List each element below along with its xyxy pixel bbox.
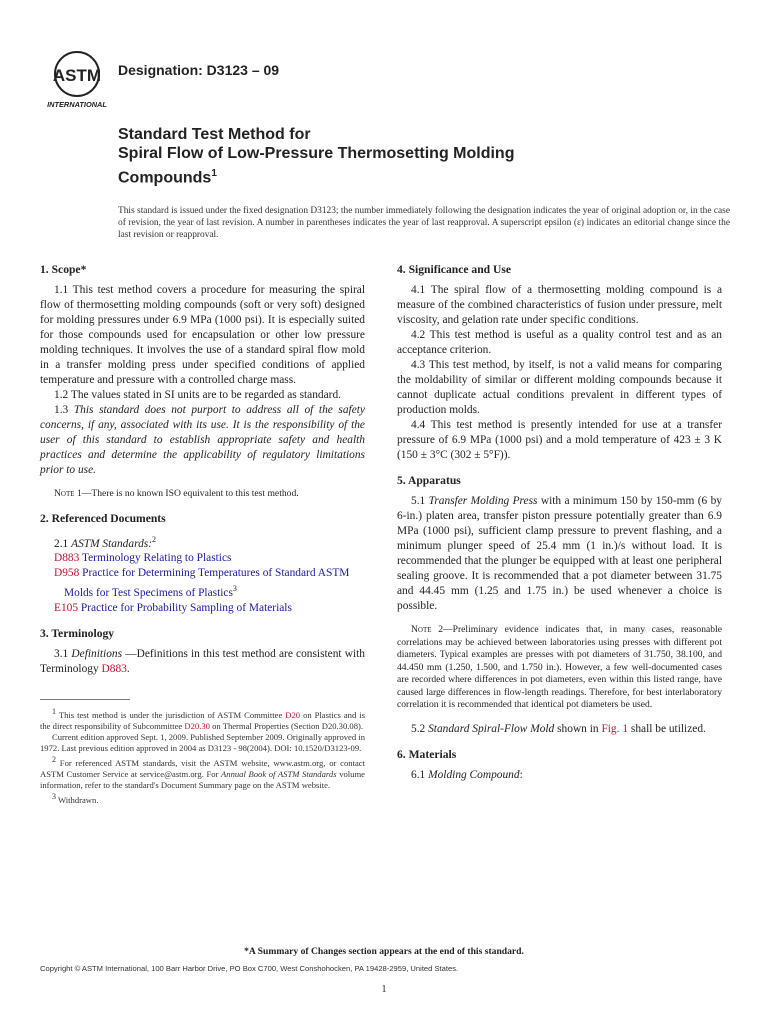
scope-1-3-num: 1.3 bbox=[54, 404, 69, 416]
significance-4-4: 4.4 This test method is presently intended for use at a transfer pressure of 6.9 MPa (1000 psi) and a mold temperature of 423 ± 3 K (150 ± 3°C (302 ± 5°F)). bbox=[397, 419, 722, 461]
reference-title[interactable]: Practice for Probability Sampling of Materials bbox=[80, 602, 292, 615]
footnote-1: $^1$ This test method is under the jurisdiction of ASTM Committee D20 on Plastics and is the direct responsibility of Subcommittee D20.30 on Thermal Properties (Section D20.30.08). bbox=[40, 707, 365, 731]
reference-link-d958[interactable]: D958 bbox=[54, 567, 80, 580]
reference-list bbox=[40, 551, 365, 616]
terminology-num: 3.1 bbox=[54, 648, 69, 661]
apparatus-5-2 bbox=[397, 722, 722, 737]
footnote-3-text: Withdrawn. bbox=[58, 794, 99, 805]
footnote-2-italic: Annual Book of ASTM Standards bbox=[221, 768, 337, 779]
scope-1-3 bbox=[40, 403, 365, 478]
summary-of-changes-note: *A Summary of Changes section appears at the end of this standard. bbox=[244, 946, 524, 957]
apparatus-5-2-pre: shown in bbox=[557, 722, 599, 735]
title-footnote-mark: 1 bbox=[211, 168, 217, 179]
title-line-3-text: Compounds bbox=[118, 169, 212, 187]
reference-title[interactable]: Terminology Relating to Plastics bbox=[81, 552, 232, 565]
footnote-1-mid: on Plastics and is the direct responsibility of Subcommittee bbox=[40, 709, 365, 731]
reference-mark: 3 bbox=[232, 584, 237, 594]
title-line-3 bbox=[118, 164, 718, 188]
scope-1-1: 1.1 This test method covers a procedure for measuring the spiral flow of thermosetting molding compounds (soft or very soft) designed for molding pressures under 6.9 MPa (1000 psi). It is especially suited for those compounds used for encapsulation or other low pressure molding techniques. It involves the use of a standard spiral flow mold in a transfer molding press under specified conditions of applied temperature and pressure with a controlled charge mass. bbox=[40, 284, 365, 386]
right-column bbox=[397, 262, 722, 783]
terminology-term: Definitions bbox=[71, 648, 123, 661]
apparatus-5-1-num: 5.1 bbox=[411, 495, 426, 507]
footnote-rule bbox=[40, 699, 130, 700]
note-1-text: 1—There is no known ISO equivalent to this test method. bbox=[76, 488, 299, 499]
footnote-link-d20[interactable]: D20 bbox=[285, 709, 301, 720]
footnote-2-post: volume information, refer to the standard's Document Summary page on the ASTM website. bbox=[40, 768, 365, 790]
referenced-2-1-label: ASTM Standards: bbox=[71, 537, 153, 550]
referenced-2-1-mark: 2 bbox=[152, 534, 157, 544]
note-2 bbox=[397, 624, 722, 712]
footnote-3: $^3$ Withdrawn. bbox=[52, 791, 99, 805]
terminology-text: —Definitions in this test method are consistent with Terminology bbox=[40, 648, 365, 676]
terminology-3-1 bbox=[40, 647, 365, 677]
significance-4-2: 4.2 This test method is useful as a quality control test and as an acceptance criterion. bbox=[397, 329, 722, 356]
apparatus-5-1-text: with a minimum 150 by 150-mm (6 by 6-in.) platen area, transfer piston pressure potentially greater than 6.9 MPa (1000 psi), sufficient clamp pressure to prevent flashing, and a minimum plunger speed of 25.4 mm (1 in.)/s without load. It is recommended that the plunger be equipped with at least one peripheral sealing groove. It is recommended that a pot diameter between 31.75 and 44.45 mm (1.25 and 1.75 in.) be used whenever a choice is possible. bbox=[397, 495, 722, 612]
terminology-end: . bbox=[126, 663, 130, 676]
terminology-heading: 3. Terminology bbox=[40, 627, 115, 641]
scope-1-3-text: This standard does not purport to address all of the safety concerns, if any, associated with its use. It is the responsibility of the user of this standard to establish appropriate safety and health practices and determine the applicability of regulatory limitations prior to use. bbox=[40, 404, 365, 476]
reference-link-d883[interactable]: D883 bbox=[54, 552, 80, 565]
referenced-2-1-num: 2.1 bbox=[54, 537, 69, 550]
footnote-link-d20-30[interactable]: D20.30 bbox=[184, 720, 210, 731]
materials-heading: 6. Materials bbox=[397, 747, 457, 761]
apparatus-heading: 5. Apparatus bbox=[397, 474, 461, 487]
reference-title[interactable]: Practice for Determining Temperatures of Standard ASTM Molds for Test Specimens of Plastics bbox=[64, 567, 350, 600]
logo-subtext: INTERNATIONAL bbox=[47, 100, 107, 109]
apparatus-5-2-num: 5.2 bbox=[411, 722, 426, 735]
document-title bbox=[118, 125, 718, 188]
note-1-label: Note bbox=[54, 488, 75, 499]
terminology-ref-link[interactable]: D883 bbox=[101, 663, 127, 676]
astm-logo bbox=[42, 50, 112, 110]
designation: Designation: D3123 – 09 bbox=[118, 62, 280, 78]
copyright-line: Copyright © ASTM International, 100 Barr Harbor Drive, PO Box C700, West Conshohocken, PA 19428-2959, United States. bbox=[40, 964, 459, 973]
title-line-1: Standard Test Method for bbox=[118, 126, 311, 143]
note-1 bbox=[40, 488, 365, 501]
footnote-1b: Current edition approved Sept. 1, 2009. Published September 2009. Originally approved in 1972. Last previous edition approved in 2004 as D3123 - 98(2004). DOI: 10.1520/D3123-09. bbox=[40, 731, 365, 753]
footnote-1-post: on Thermal Properties (Section D20.30.08). bbox=[212, 720, 364, 731]
materials-6-1 bbox=[397, 768, 722, 783]
apparatus-5-1 bbox=[397, 494, 722, 614]
significance-4-1: 4.1 The spiral flow of a thermosetting molding compound is a measure of the combined characteristics of fusion under pressure, melt viscosity, and gelation rate under specific conditions. bbox=[397, 284, 722, 326]
figure-1-link[interactable]: Fig. 1 bbox=[601, 722, 629, 735]
footnote-2: $^2$ For referenced ASTM standards, visit the ASTM website, www.astm.org, or contact ASTM Customer Service at service@astm.org. For Annual Book of ASTM Standards volume information, refer to the standard's Document Summary page on the ASTM website. bbox=[40, 754, 365, 790]
scope-heading: 1. Scope* bbox=[40, 263, 87, 276]
apparatus-5-1-term: Transfer Molding Press bbox=[428, 495, 538, 507]
referenced-heading: 2. Referenced Documents bbox=[40, 511, 166, 525]
materials-term: Molding Compound bbox=[428, 768, 520, 781]
significance-heading: 4. Significance and Use bbox=[397, 263, 512, 276]
reference-item bbox=[40, 601, 365, 616]
footnote-1-pre: This test method is under the jurisdiction of ASTM Committee bbox=[58, 709, 283, 720]
left-column bbox=[40, 262, 365, 806]
apparatus-5-2-post: shall be utilized. bbox=[630, 722, 706, 735]
reference-item bbox=[40, 551, 365, 566]
note-2-text: 2—Preliminary evidence indicates that, in many cases, reasonable correlations may be achieved between laboratories using presses with different pot diameters. Typical examples are presses with pot diameters of 31.750, 38.100, and 44.450 mm (1.250, 1.500, and 1.750 in.). However, a few well-documented cases are recorded where differences in pot diameters, even within this listed range, have caused large differences in flow-length readings. Therefore, for best interlaboratory correlation it is recommended that identical pot diameters be used. bbox=[397, 624, 722, 710]
issued-note: This standard is issued under the fixed designation D3123; the number immediately following the designation indicates the year of original adoption or, in the case of revision, the year of last revision. A number in parentheses indicates the year of last reapproval. A superscript epsilon (ε) indicates an editorial change since the last revision or reapproval. bbox=[118, 206, 730, 240]
note-2-label: Note bbox=[411, 624, 432, 635]
reference-item bbox=[40, 566, 365, 601]
reference-link-e105[interactable]: E105 bbox=[54, 602, 79, 615]
page-number: 1 bbox=[381, 984, 387, 995]
apparatus-5-2-term: Standard Spiral-Flow Mold bbox=[428, 722, 555, 735]
logo-wordmark: ASTM bbox=[52, 66, 102, 85]
title-line-2: Spiral Flow of Low-Pressure Thermosetting Molding bbox=[118, 145, 515, 162]
footnote-2-pre: For referenced ASTM standards, visit the ASTM website, www.astm.org, or contact ASTM Customer Service at service@astm.org. For bbox=[40, 757, 365, 779]
scope-1-2: 1.2 The values stated in SI units are to be regarded as standard. bbox=[54, 389, 342, 401]
materials-end: : bbox=[519, 768, 523, 781]
materials-num: 6.1 bbox=[411, 768, 426, 781]
significance-4-3: 4.3 This test method, by itself, is not a valid means for comparing the moldability of similar or different molding compounds because it cannot duplicate actual conditions prevalent in different types of production molds. bbox=[397, 359, 722, 416]
referenced-2-1 bbox=[40, 532, 365, 552]
